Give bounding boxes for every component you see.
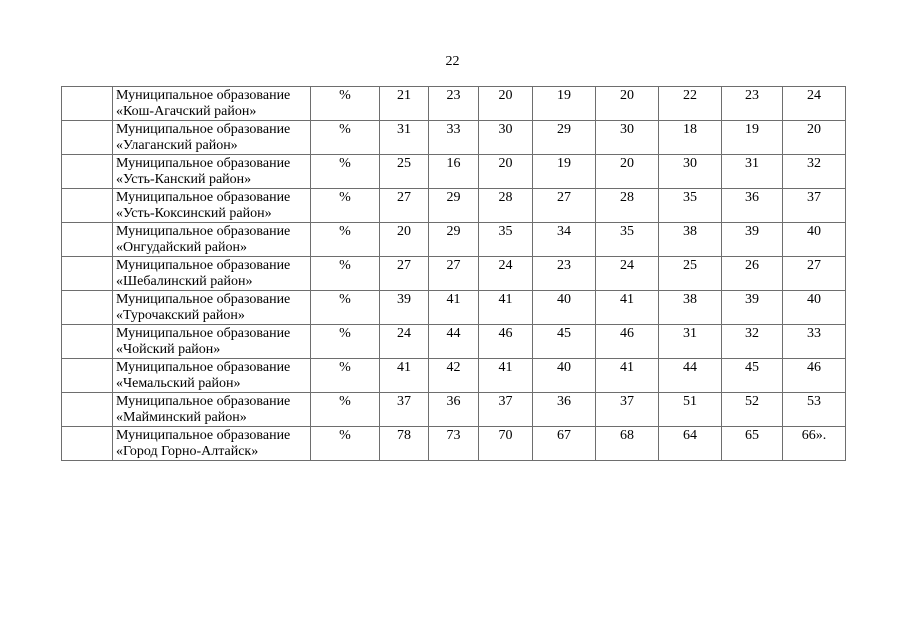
municipality-type: Муниципальное образование	[116, 394, 291, 409]
value-cell: 25	[659, 257, 722, 291]
value-cell: 24	[479, 257, 533, 291]
municipality-name-cell	[113, 291, 311, 325]
municipality-name-cell	[113, 189, 311, 223]
value-cell: 27	[429, 257, 479, 291]
value-cell: 19	[722, 121, 783, 155]
table-row	[62, 359, 846, 393]
value-cell: 36	[429, 393, 479, 427]
row-empty-cell	[62, 291, 113, 325]
value-cell: 38	[659, 223, 722, 257]
value-cell: 23	[533, 257, 596, 291]
value-cell: 32	[722, 325, 783, 359]
unit-cell: %	[311, 155, 380, 189]
municipality-name: «Онгудайский район»	[116, 240, 247, 255]
value-cell: 26	[722, 257, 783, 291]
value-cell: 78	[380, 427, 429, 461]
value-cell: 51	[659, 393, 722, 427]
value-cell: 20	[380, 223, 429, 257]
municipality-type: Муниципальное образование	[116, 360, 291, 375]
unit-cell: %	[311, 121, 380, 155]
value-cell: 39	[380, 291, 429, 325]
page-number: 22	[445, 54, 460, 69]
municipality-name-cell	[113, 223, 311, 257]
value-cell: 30	[659, 155, 722, 189]
unit-cell: %	[311, 393, 380, 427]
table-row	[62, 223, 846, 257]
unit-cell: %	[311, 427, 380, 461]
municipality-type: Муниципальное образование	[116, 190, 291, 205]
table-row	[62, 257, 846, 291]
municipality-name: «Турочакский район»	[116, 308, 245, 323]
row-empty-cell	[62, 427, 113, 461]
table-row	[62, 291, 846, 325]
municipality-type: Муниципальное образование	[116, 122, 291, 137]
municipality-type: Муниципальное образование	[116, 224, 291, 239]
value-cell: 24	[783, 87, 846, 121]
value-cell: 20	[596, 155, 659, 189]
value-cell: 73	[429, 427, 479, 461]
row-empty-cell	[62, 257, 113, 291]
value-cell: 31	[722, 155, 783, 189]
value-cell: 30	[596, 121, 659, 155]
value-cell: 40	[533, 359, 596, 393]
municipality-name: «Майминский район»	[116, 410, 247, 425]
unit-cell: %	[311, 189, 380, 223]
municipality-name: «Чойский район»	[116, 342, 221, 357]
value-cell: 41	[479, 359, 533, 393]
value-cell: 32	[783, 155, 846, 189]
municipality-name: «Усть-Коксинский район»	[116, 206, 272, 221]
value-cell: 33	[783, 325, 846, 359]
municipality-type: Муниципальное образование	[116, 292, 291, 307]
value-cell: 41	[479, 291, 533, 325]
value-cell: 67	[533, 427, 596, 461]
municipality-name-cell	[113, 359, 311, 393]
value-cell: 37	[380, 393, 429, 427]
value-cell: 19	[533, 155, 596, 189]
municipality-name-cell	[113, 257, 311, 291]
value-cell: 29	[533, 121, 596, 155]
unit-cell: %	[311, 223, 380, 257]
value-cell: 35	[479, 223, 533, 257]
value-cell: 70	[479, 427, 533, 461]
municipality-type: Муниципальное образование	[116, 156, 291, 171]
value-cell: 40	[783, 223, 846, 257]
value-cell: 29	[429, 189, 479, 223]
municipality-name-cell	[113, 121, 311, 155]
value-cell: 19	[533, 87, 596, 121]
table-row	[62, 189, 846, 223]
value-cell: 28	[479, 189, 533, 223]
value-cell: 18	[659, 121, 722, 155]
value-cell: 46	[479, 325, 533, 359]
value-cell: 37	[596, 393, 659, 427]
value-cell: 33	[429, 121, 479, 155]
value-cell: 20	[479, 87, 533, 121]
municipality-name-cell	[113, 155, 311, 189]
municipality-name: «Улаганский район»	[116, 138, 238, 153]
value-cell: 41	[429, 291, 479, 325]
municipality-name: «Шебалинский район»	[116, 274, 253, 289]
value-cell: 27	[380, 257, 429, 291]
value-cell: 35	[659, 189, 722, 223]
row-empty-cell	[62, 87, 113, 121]
table-row	[62, 155, 846, 189]
value-cell: 20	[783, 121, 846, 155]
table-row	[62, 427, 846, 461]
value-cell: 53	[783, 393, 846, 427]
value-cell: 20	[596, 87, 659, 121]
municipality-name-cell	[113, 325, 311, 359]
municipality-name-cell	[113, 87, 311, 121]
table-row	[62, 121, 846, 155]
value-cell: 30	[479, 121, 533, 155]
value-cell: 46	[596, 325, 659, 359]
value-cell: 40	[783, 291, 846, 325]
value-cell: 37	[783, 189, 846, 223]
row-empty-cell	[62, 121, 113, 155]
row-empty-cell	[62, 189, 113, 223]
value-cell: 21	[380, 87, 429, 121]
municipality-type: Муниципальное образование	[116, 258, 291, 273]
value-cell: 44	[659, 359, 722, 393]
value-cell: 34	[533, 223, 596, 257]
value-cell: 31	[380, 121, 429, 155]
value-cell: 29	[429, 223, 479, 257]
value-cell: 40	[533, 291, 596, 325]
indicator-table	[61, 86, 846, 461]
value-cell: 28	[596, 189, 659, 223]
table-row	[62, 393, 846, 427]
value-cell: 41	[596, 291, 659, 325]
value-cell: 39	[722, 291, 783, 325]
value-cell: 45	[533, 325, 596, 359]
value-cell: 24	[596, 257, 659, 291]
municipality-name-cell	[113, 427, 311, 461]
table-row	[62, 87, 846, 121]
value-cell: 52	[722, 393, 783, 427]
municipality-type: Муниципальное образование	[116, 88, 291, 103]
row-empty-cell	[62, 155, 113, 189]
value-cell: 20	[479, 155, 533, 189]
value-cell: 44	[429, 325, 479, 359]
unit-cell: %	[311, 359, 380, 393]
value-cell: 36	[533, 393, 596, 427]
value-cell: 39	[722, 223, 783, 257]
value-cell: 46	[783, 359, 846, 393]
value-cell: 37	[479, 393, 533, 427]
unit-cell: %	[311, 257, 380, 291]
value-cell: 41	[380, 359, 429, 393]
value-cell: 22	[659, 87, 722, 121]
value-cell: 35	[596, 223, 659, 257]
value-cell: 23	[722, 87, 783, 121]
value-cell: 24	[380, 325, 429, 359]
value-cell: 38	[659, 291, 722, 325]
unit-cell: %	[311, 291, 380, 325]
value-cell: 27	[533, 189, 596, 223]
value-cell: 41	[596, 359, 659, 393]
value-cell: 27	[380, 189, 429, 223]
value-cell: 25	[380, 155, 429, 189]
municipality-type: Муниципальное образование	[116, 428, 291, 443]
value-cell: 23	[429, 87, 479, 121]
table-row	[62, 325, 846, 359]
municipality-type: Муниципальное образование	[116, 326, 291, 341]
value-cell: 65	[722, 427, 783, 461]
value-cell: 36	[722, 189, 783, 223]
value-cell: 64	[659, 427, 722, 461]
value-cell: 27	[783, 257, 846, 291]
value-cell: 68	[596, 427, 659, 461]
value-cell: 66».	[783, 427, 846, 461]
unit-cell: %	[311, 87, 380, 121]
value-cell: 16	[429, 155, 479, 189]
municipality-name: «Город Горно-Алтайск»	[116, 444, 259, 459]
row-empty-cell	[62, 325, 113, 359]
value-cell: 31	[659, 325, 722, 359]
value-cell: 45	[722, 359, 783, 393]
row-empty-cell	[62, 223, 113, 257]
municipality-name: «Усть-Канский район»	[116, 172, 252, 187]
row-empty-cell	[62, 393, 113, 427]
municipality-name: «Кош-Агачский район»	[116, 104, 257, 119]
value-cell: 42	[429, 359, 479, 393]
unit-cell: %	[311, 325, 380, 359]
municipality-name: «Чемальский район»	[116, 376, 241, 391]
table-body	[62, 87, 846, 461]
row-empty-cell	[62, 359, 113, 393]
municipality-name-cell	[113, 393, 311, 427]
